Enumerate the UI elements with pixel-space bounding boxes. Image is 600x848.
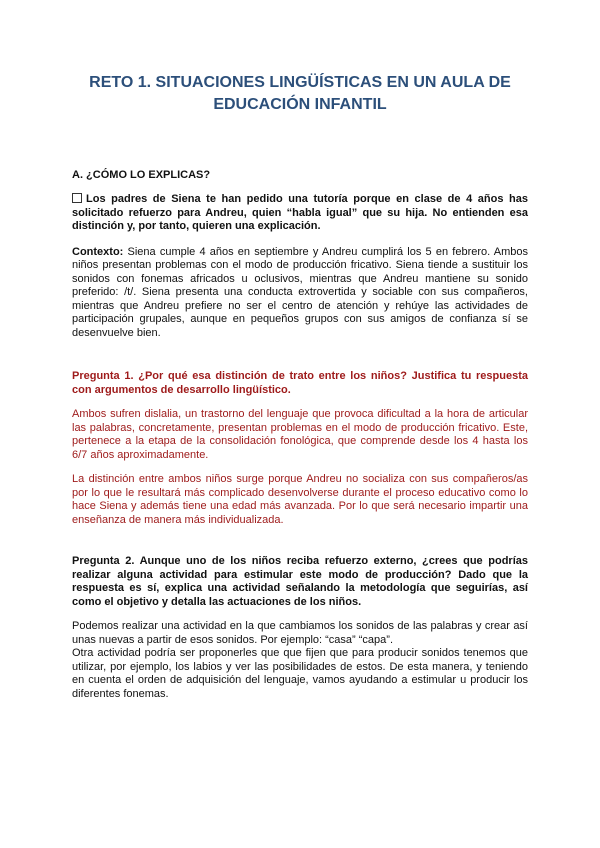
- section-a-intro: [72, 193, 528, 234]
- context-label: Contexto:: [72, 245, 124, 258]
- answer-2-paragraph-1: Podemos realizar una actividad en la que cambiamos los sonidos de las palabras y crear así unas nuevas a partir de esos sonidos. Por ejemplo: “casa” “capa”.: [72, 620, 528, 646]
- answer-2-paragraph-2: Otra actividad podría ser proponerles que que fijen que para producir sonidos tenemos que utilizar, por ejemplo, los labios y ver las posibilidades de estos. De esta manera, y teniendo en cuenta el orden de adquisición del lenguaje, vamos ayudando a estimular u producir los diferentes fonemas.: [72, 647, 528, 700]
- document-title: RETO 1. SITUACIONES LINGÜÍSTICAS EN UN AULA DE EDUCACIÓN INFANTIL: [89, 74, 511, 113]
- context-paragraph: [72, 246, 528, 341]
- context-text: Siena cumple 4 años en septiembre y Andreu cumplirá los 5 en febrero. Ambos niños presentan problemas con el modo de producción fricativo. Siena tiende a sustituir los sonidos con fonemas africados u oclusivos, mientras que Andreu mantiene su sonido preferido: /t/. Siena presenta una conducta extrovertida y sociable con sus compañeros, mientras que Andreu prefiere no ser el centro de atención y rehúye las actividades de participación grupales, aunque en pequeños grupos con sus amigos de confianza sí se desenvuelve bien.: [72, 245, 528, 339]
- question-2: Pregunta 2. Aunque uno de los niños reciba refuerzo externo, ¿crees que podrías realizar alguna actividad para estimular este modo de producción? Dado que la respuesta es sí, explica una actividad señalando la metodología que seguirías, así como el objetivo y detalla las actuaciones de los niños.: [72, 555, 528, 608]
- question-1: Pregunta 1. ¿Por qué esa distinción de trato entre los niños? Justifica tu respuesta con argumentos de desarrollo lingüístico.: [72, 370, 528, 396]
- checkbox-square-icon: [72, 193, 82, 203]
- section-a-heading: A. ¿CÓMO LO EXPLICAS?: [72, 169, 211, 181]
- answer-1-paragraph-1: Ambos sufren dislalia, un trastorno del lenguaje que provoca dificultad a la hora de articular las palabras, concretamente, presentan problemas en el modo de producción fricativo. Este, pertenece a la etapa de la consolidación fonológica, que comprende desde los 4 hasta los 6/7 años aproximadamente.: [72, 408, 528, 461]
- answer-1-paragraph-2: La distinción entre ambos niños surge porque Andreu no socializa con sus compañeros/as por lo que le resultará más complicado desenvolverse durante el proceso educativo como lo hace Siena y además tiene una edad más avanzada. Por lo que será necesario impartir una enseñanza de manera más individualizada.: [72, 473, 528, 526]
- intro-text: Los padres de Siena te han pedido una tutoría porque en clase de 4 años has solicitado refuerzo para Andreu, quien “habla igual” que su hija. No entienden esa distinción y, por tanto, quieren una explicación.: [72, 193, 528, 232]
